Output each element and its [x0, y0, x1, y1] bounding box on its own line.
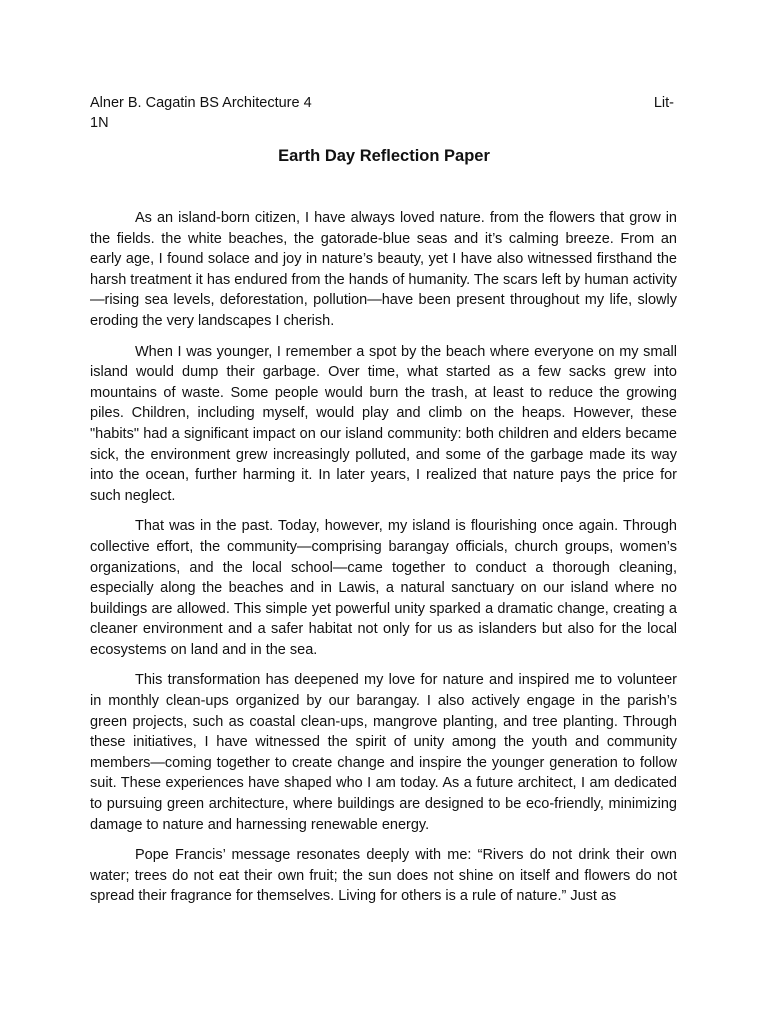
paragraph-2: When I was younger, I remember a spot by the beach where everyone on my small island would dump their garbage. Over time, what started as a few sacks grew into mountains of waste. Some people would burn the trash, at least to reduce the growing piles. Children, including myself, would play and climb on the heaps. However, these "habits" had a significant impact on our island community: both children and elders became sick, the environment grew increasingly polluted, and some of the garbage made its way into the ocean, further harming it. In later years, I realized that nature pays the price for such neglect.: [90, 343, 677, 504]
essay-body: [90, 208, 677, 917]
paragraph-1: As an island-born citizen, I have always loved nature. from the flowers that grow in the fields. the white beaches, the gatorade-blue seas and it’s calming breeze. From an early age, I found solace and joy in nature’s beauty, yet I have also witnessed firsthand the harsh treatment it has endured from the hands of humanity. The scars left by human activity—rising sea levels, deforestation, pollution—have been present throughout my life, slowly eroding the very landscapes I cherish.: [90, 210, 678, 329]
paragraph-3: That was in the past. Today, however, my island is flourishing once again. Through collective effort, the community—comprising barangay officials, church groups, women’s organizations, and the local school—came together to conduct a thorough cleaning, especially along the beaches and in Lawis, a natural sanctuary on our island where no buildings are allowed. This simple yet powerful unity sparked a dramatic change, creating a cleaner environment and a safer habitat not only for us as islanders but also for the local ecosystems on land and in the sea.: [90, 518, 677, 658]
section-code-part1: Lit-: [653, 95, 674, 111]
section-code-part2: 1N: [90, 115, 109, 131]
author-line: Alner B. Cagatin BS Architecture 4: [90, 95, 312, 111]
page-title: Earth Day Reflection Paper: [278, 147, 490, 165]
paragraph-5: Pope Francis’ message resonates deeply with me: “Rivers do not drink their own water; trees do not eat their own fruit; the sun does not shine on itself and flowers do not spread their fragrance for themselves. Living for others is a rule of nature.” Just as: [90, 847, 677, 905]
paragraph-4: This transformation has deepened my love for nature and inspired me to volunteer in monthly clean-ups organized by our barangay. I also actively engage in the parish’s green projects, such as coastal clean-ups, mangrove planting, and tree planting. Through these initiatives, I have witnessed the spirit of unity among the youth and community members—coming together to create change and inspire the younger generation to follow suit. These experiences have shaped who I am today. As a future architect, I am dedicated to pursuing green architecture, where buildings are designed to be eco-friendly, minimizing damage to nature and harnessing renewable energy.: [90, 672, 677, 833]
